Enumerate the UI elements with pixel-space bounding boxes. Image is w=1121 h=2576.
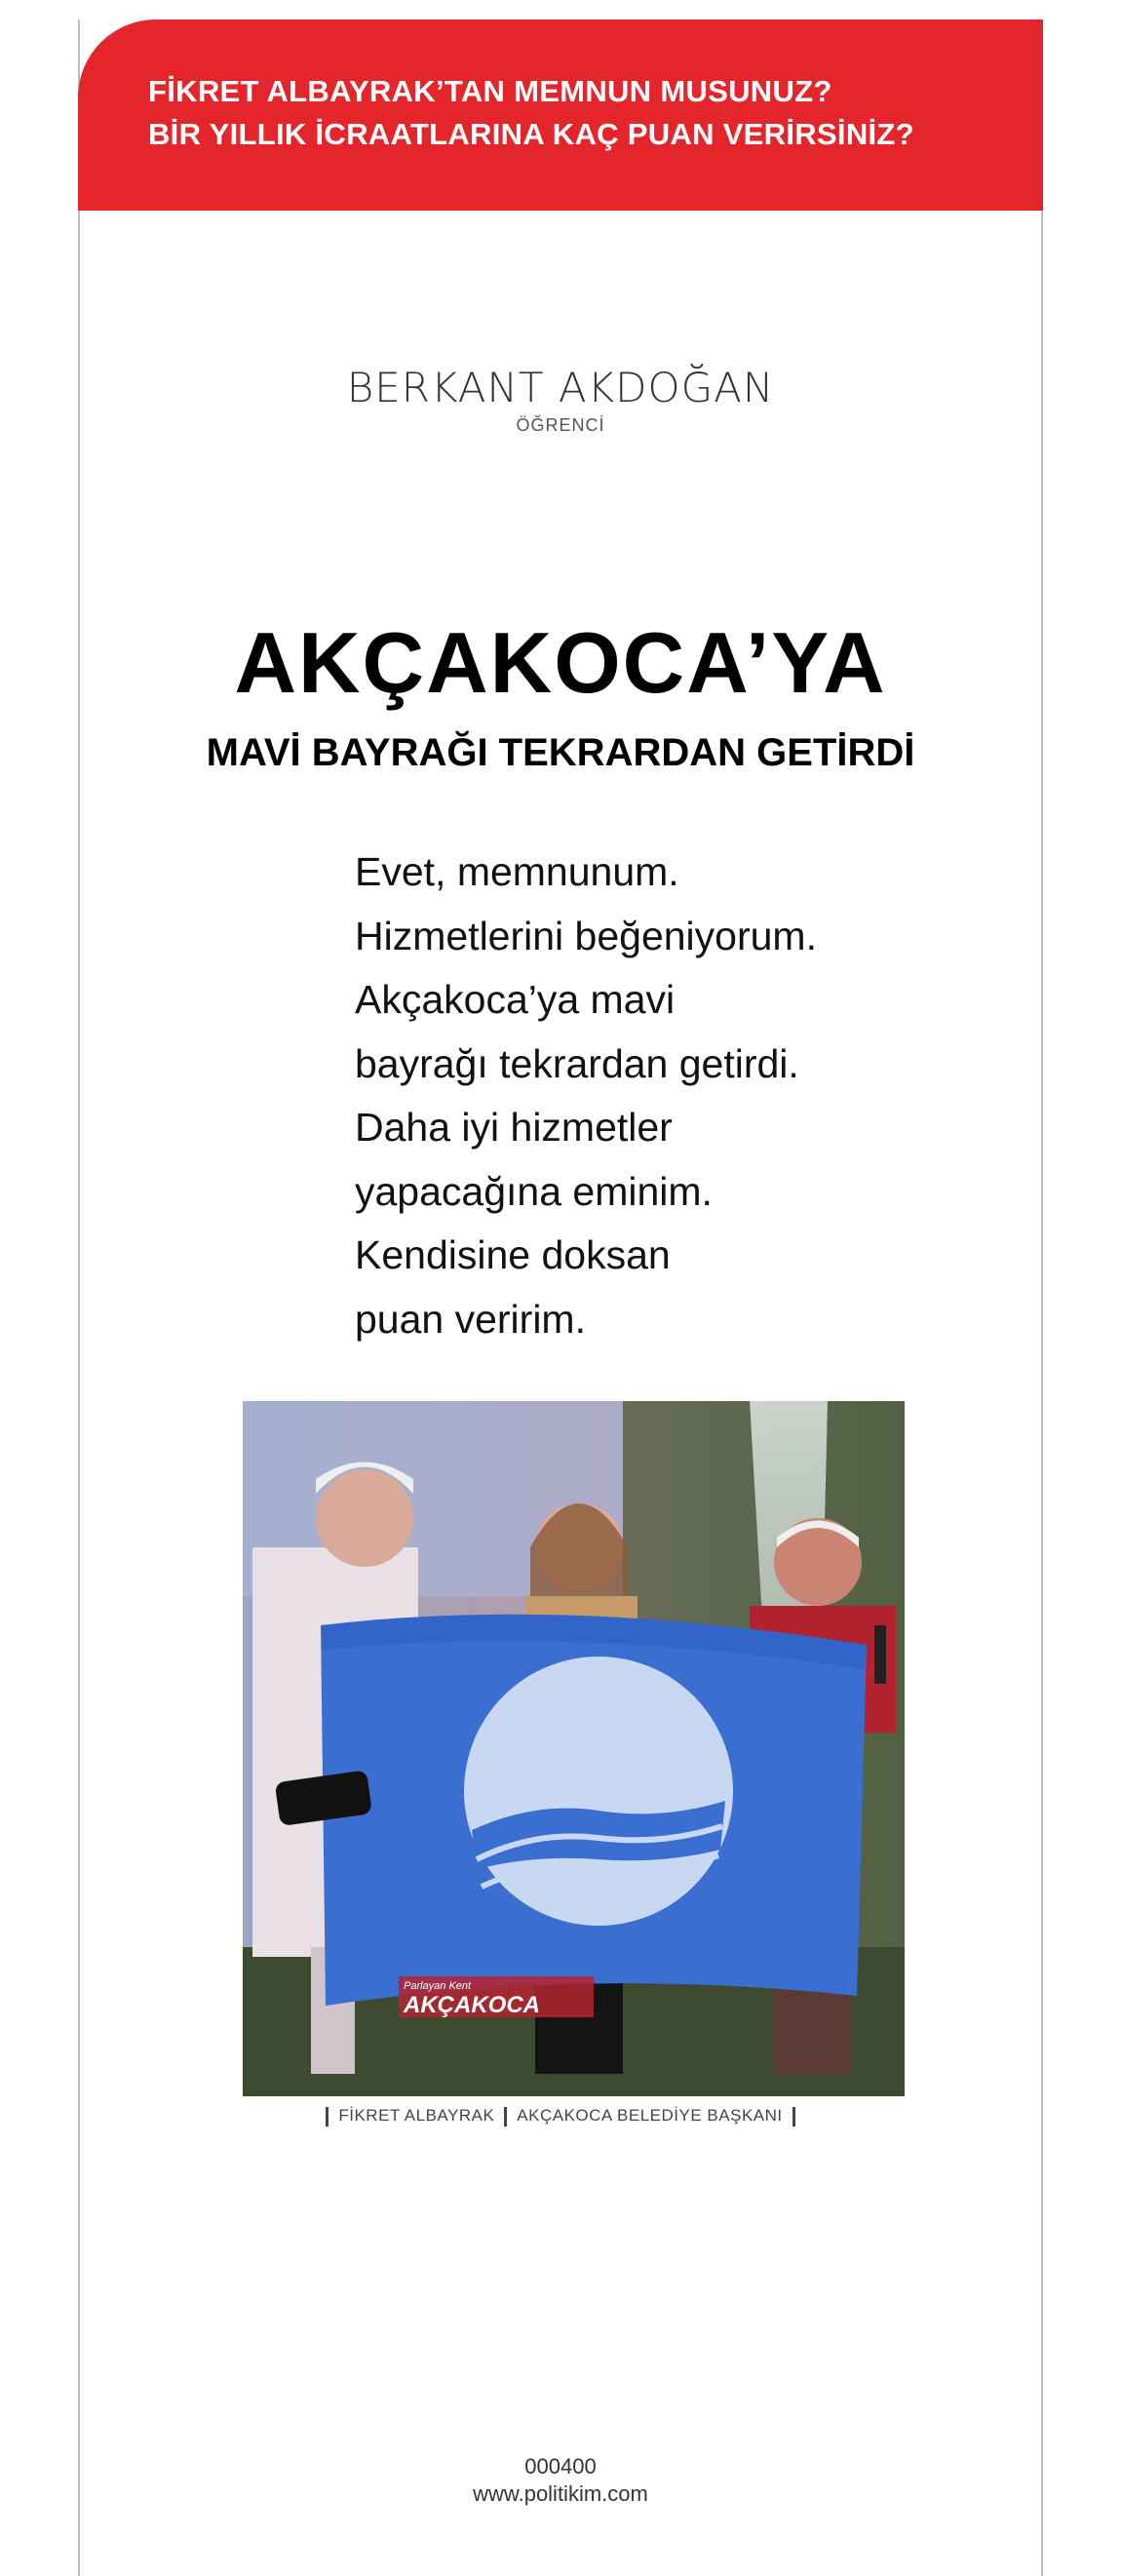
page-code: 000400 — [524, 2454, 597, 2478]
quote-line: Hizmetlerini beğeniyorum. — [355, 913, 817, 958]
caption-name: FİKRET ALBAYRAK — [338, 2106, 495, 2125]
quote-line: Daha iyi hizmetler — [355, 1105, 673, 1150]
headline: AKÇAKOCA’YA — [234, 614, 887, 711]
caption-divider — [792, 2107, 795, 2127]
site-url: www.politikim.com — [473, 2481, 648, 2506]
quote-line: yapacağına eminim. — [355, 1168, 713, 1214]
banner-small-text: Parlayan Kent — [404, 1980, 472, 1992]
quote-line: Akçakoca’ya mavi — [355, 977, 676, 1022]
quote-line: puan veririm. — [355, 1296, 586, 1342]
header-question-1: FİKRET ALBAYRAK’TAN MEMNUN MUSUNUZ? — [148, 74, 832, 108]
footer — [0, 2453, 1121, 2508]
respondent-name: BERKANT AKDOĞAN — [346, 364, 775, 411]
respondent-role: ÖĞRENCİ — [516, 415, 605, 435]
caption-divider — [504, 2107, 507, 2127]
photo-caption — [0, 2106, 1121, 2127]
quote-line: Evet, memnunum. — [355, 849, 679, 894]
respondent-block — [0, 363, 1121, 436]
caption-divider — [326, 2107, 329, 2127]
quote-line: bayrağı tekrardan getirdi. — [355, 1040, 799, 1086]
caption-title: AKÇAKOCA BELEDİYE BAŞKANI — [517, 2106, 783, 2125]
quote-text — [355, 840, 940, 1351]
header-question-2: BİR YILLIK İCRAATLARINA KAÇ PUAN VERİRSİNİZ? — [148, 117, 914, 151]
subheadline: MAVİ BAYRAĞI TEKRARDAN GETİRDİ — [206, 731, 915, 774]
quote-line: Kendisine doksan — [355, 1232, 671, 1277]
banner-large-text: AKÇAKOCA — [404, 1992, 540, 2018]
header-banner — [78, 20, 1043, 211]
blue-flag-photo — [243, 1401, 905, 2096]
